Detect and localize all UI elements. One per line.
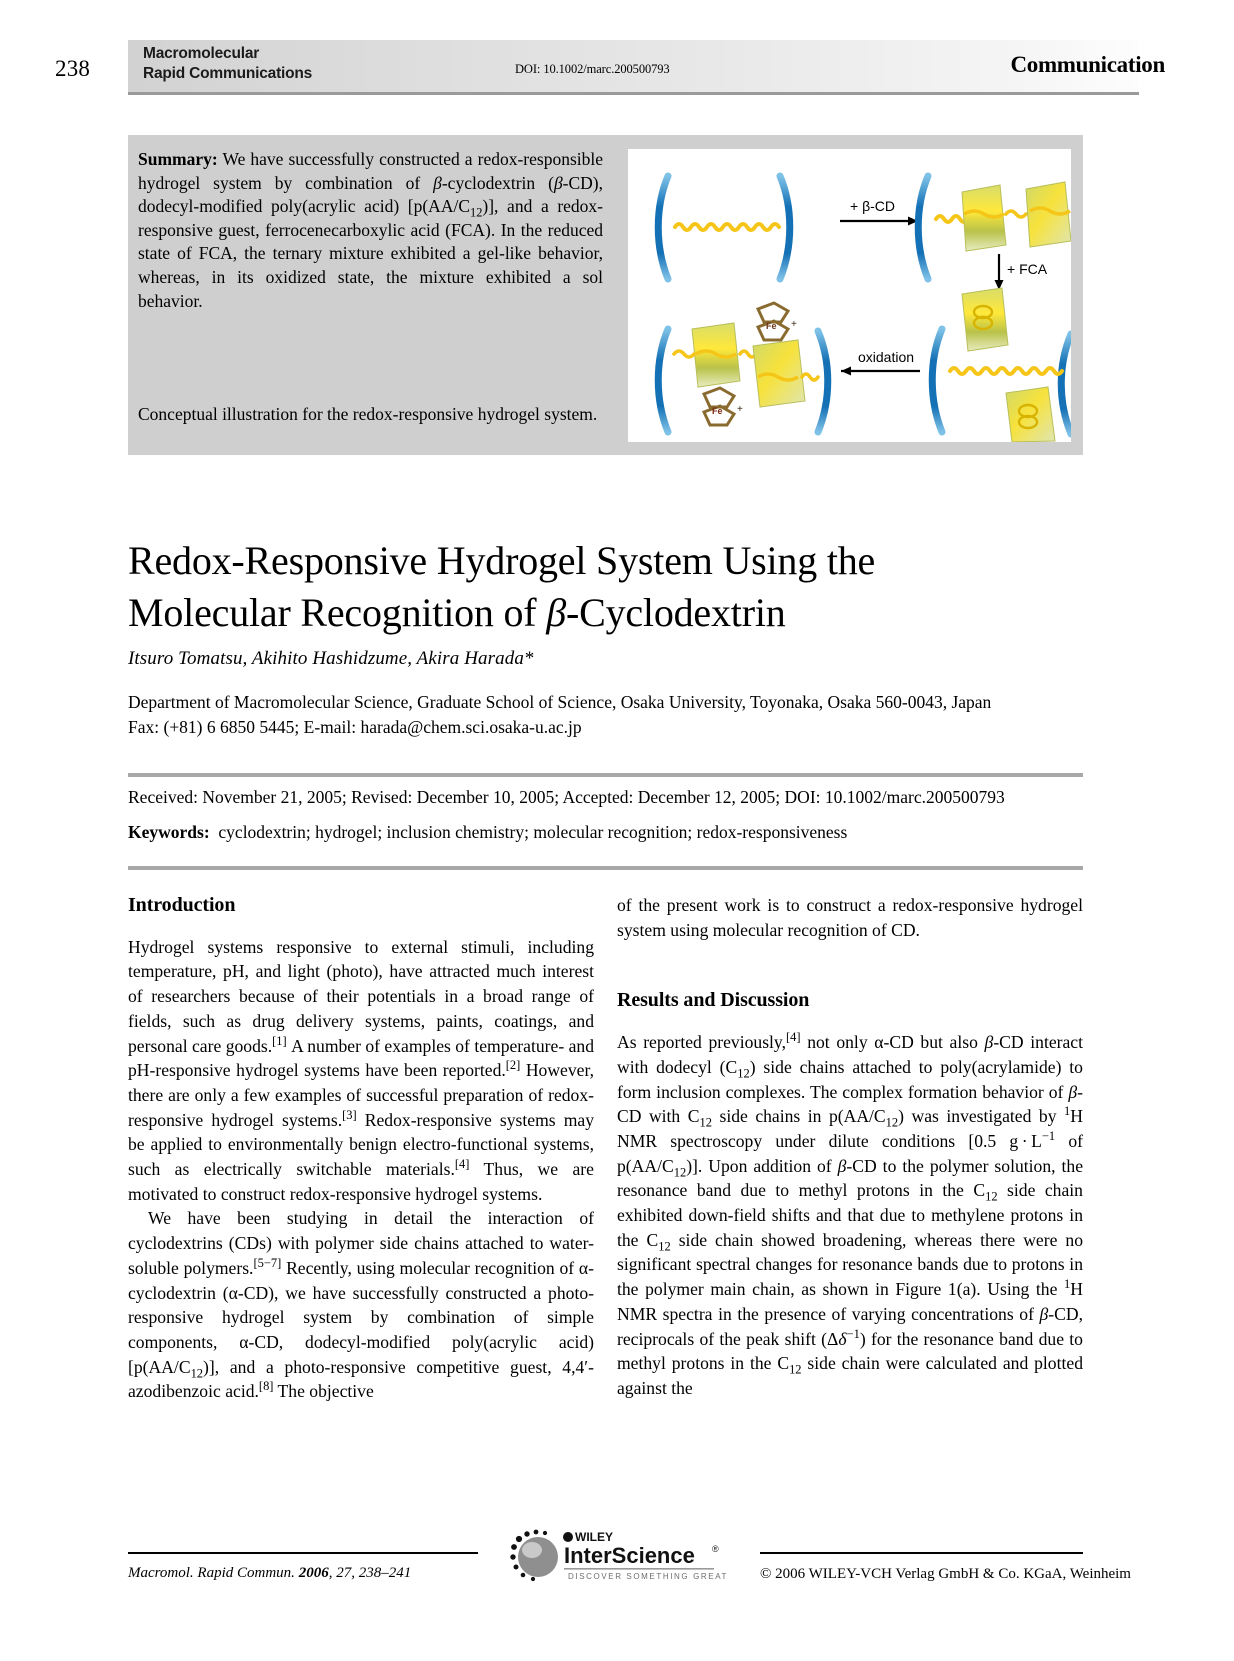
body-column-right bbox=[617, 893, 1083, 1401]
section-heading-introduction: Introduction bbox=[128, 894, 236, 916]
summary-label: Summary: bbox=[138, 149, 218, 169]
journal-title bbox=[143, 44, 312, 84]
title-line-2-pre: Molecular Recognition of bbox=[128, 589, 547, 635]
paragraph-intro-2: We have been studying in detail the interaction of cyclodextrins (CDs) with polymer side chains attached to water-soluble polymers.[5−7] Recently, using molecular recognition of α-cyclodextrin (α-CD), we have successfully constructed a photo-responsive hydrogel system by combination of simple components, α-CD, dodecyl-modified poly(acrylic acid) $[p(AA/C_{12})]$, and a photo-responsive competitive guest, 4,4′-azodibenzoic acid.[8] The objective bbox=[128, 1208, 594, 1402]
logo-svg bbox=[500, 1525, 750, 1587]
fig-label-add-fca: + FCA bbox=[1007, 261, 1048, 277]
paragraph-intro-1: Hydrogel systems responsive to external stimuli, including temperature, pH, and light (photo), have attracted much interest of researchers because of their potentials in a broad range of fields, such as drug delivery systems, paints, coatings, and personal care goods.[1] A number of examples of temperature- and pH-responsive hydrogel systems have been reported.[2] However, there are only a few examples of successful preparation of redox-responsive hydrogel systems.[3] Redox-responsive systems may be applied to environmentally benign electro-functional systems, such as electrically switchable materials.[4] Thus, we are motivated to construct redox-responsive hydrogel systems. bbox=[128, 936, 595, 1204]
author-list: Itsuro Tomatsu, Akihito Hashidzume, Akira Harada* bbox=[128, 648, 534, 669]
divider-above-dates bbox=[128, 773, 1083, 777]
footer-citation-journal: Macromol. Rapid Commun. bbox=[128, 1565, 299, 1581]
title-line-2-post: -Cyclodextrin bbox=[565, 589, 786, 635]
title-beta: β bbox=[546, 589, 566, 635]
journal-title-line1: Macromolecular bbox=[143, 45, 260, 62]
keywords-label: Keywords: bbox=[128, 822, 210, 842]
journal-title-line2: Rapid Communications bbox=[143, 65, 313, 82]
running-head bbox=[55, 40, 1180, 92]
footer-citation bbox=[128, 1565, 411, 1582]
footer-copyright: © 2006 WILEY-VCH Verlag GmbH & Co. KGaA, Weinheim bbox=[760, 1566, 1131, 1582]
paragraph-right-1: of the present work is to construct a redox-responsive hydrogel system using molecular recognition of CD. bbox=[617, 895, 1083, 940]
illustration-svg bbox=[628, 149, 1071, 442]
logo-wiley-text: WILEY bbox=[575, 1530, 613, 1544]
footer-rule-right bbox=[760, 1552, 1083, 1554]
header-doi: DOI: 10.1002/marc.200500793 bbox=[515, 62, 670, 76]
svg-text:+: + bbox=[737, 404, 743, 415]
keywords bbox=[128, 822, 1088, 843]
publication-dates: Received: November 21, 2005; Revised: December 10, 2005; Accepted: December 12, 2005; DOI: 10.1002/marc.200500793 bbox=[128, 787, 1005, 807]
divider-above-body bbox=[128, 866, 1083, 870]
logo-registered-mark: ® bbox=[712, 1544, 719, 1554]
svg-text:Fe: Fe bbox=[766, 321, 777, 331]
svg-text:Fe: Fe bbox=[712, 406, 723, 416]
summary-text bbox=[138, 148, 603, 313]
footer-citation-pages: , 27, 238–241 bbox=[328, 1565, 412, 1581]
footer-rule-left bbox=[128, 1552, 478, 1554]
page-number: 238 bbox=[55, 56, 91, 81]
affiliation-line-2: Fax: (+81) 6 6850 5445; E-mail: harada@chem.sci.osaka-u.ac.jp bbox=[128, 717, 582, 737]
paragraph-right-2: As reported previously,[4] not only α-CD but also β-CD interact with dodecyl $(C_{12})$ side chains attached to poly(acrylamide) to form inclusion complexes. The complex formation behavior of β-CD with $C_{12}$ side chains in $p(AA/C_{12})$ was investigated by $^1$H NMR spectroscopy under dilute conditions [0.5 $g \cdot L^{-1}$ of $p(AA/C_{12})$]. Upon addition of β-CD to the polymer solution, the resonance band due to methyl protons in the $C_{12}$ side chain exhibited down-field shifts and that due to methylene protons in the $C_{12}$ side chain showed broadening, whereas there were no significant spectral changes for resonance bands due to protons in the polymer main chain, as shown in Figure 1(a). Using the $^1$H NMR spectra in the presence of varying concentrations of β-CD, reciprocals of the peak shift $(\Delta\delta^{-1})$ for the resonance band due to methyl protons in the $C_{12}$ side chain were calculated and plotted against the bbox=[617, 1030, 1084, 1398]
affiliation-line-1: Department of Macromolecular Science, Graduate School of Science, Osaka University, Toyonaka, Osaka 560-0043, Japan bbox=[128, 692, 992, 712]
wiley-interscience-logo bbox=[500, 1525, 750, 1587]
summary-body: We have successfully constructed a redox-responsible hydrogel system by combination of β-cyclodextrin (β-CD), dodecyl-modified poly(acrylic acid) $[p(AA/C_{12})]$, and a redox-responsive guest, ferrocenecarboxylic acid (FCA). In the reduced state of FCA, the ternary mixture exhibited a gel-like behavior, whereas, in its oxidized state, the mixture exhibited a sol behavior. bbox=[138, 149, 603, 311]
conceptual-illustration bbox=[628, 149, 1071, 442]
title-line-1: Redox-Responsive Hydrogel System Using the bbox=[128, 537, 876, 583]
body-column-left bbox=[128, 893, 594, 1404]
section-heading-results: Results and Discussion bbox=[617, 989, 810, 1012]
article-type-label: Communication bbox=[1010, 52, 1165, 77]
fig-label-add-bcd: + β-CD bbox=[850, 198, 896, 214]
fig-label-oxidation: oxidation bbox=[858, 349, 915, 365]
affiliation bbox=[128, 690, 1080, 740]
logo-tagline-text: DISCOVER SOMETHING GREAT bbox=[568, 1572, 729, 1581]
figure-caption: Conceptual illustration for the redox-responsive hydrogel system. bbox=[138, 404, 598, 424]
page-title bbox=[128, 535, 1088, 639]
footer-citation-year: 2006 bbox=[298, 1565, 329, 1581]
summary-block bbox=[128, 135, 1083, 455]
logo-interscience-text: InterScience bbox=[564, 1543, 695, 1568]
keywords-list: cyclodextrin; hydrogel; inclusion chemistry; molecular recognition; redox-responsiveness bbox=[218, 822, 848, 842]
svg-text:+: + bbox=[791, 319, 797, 330]
logo-sphere bbox=[510, 1530, 558, 1582]
